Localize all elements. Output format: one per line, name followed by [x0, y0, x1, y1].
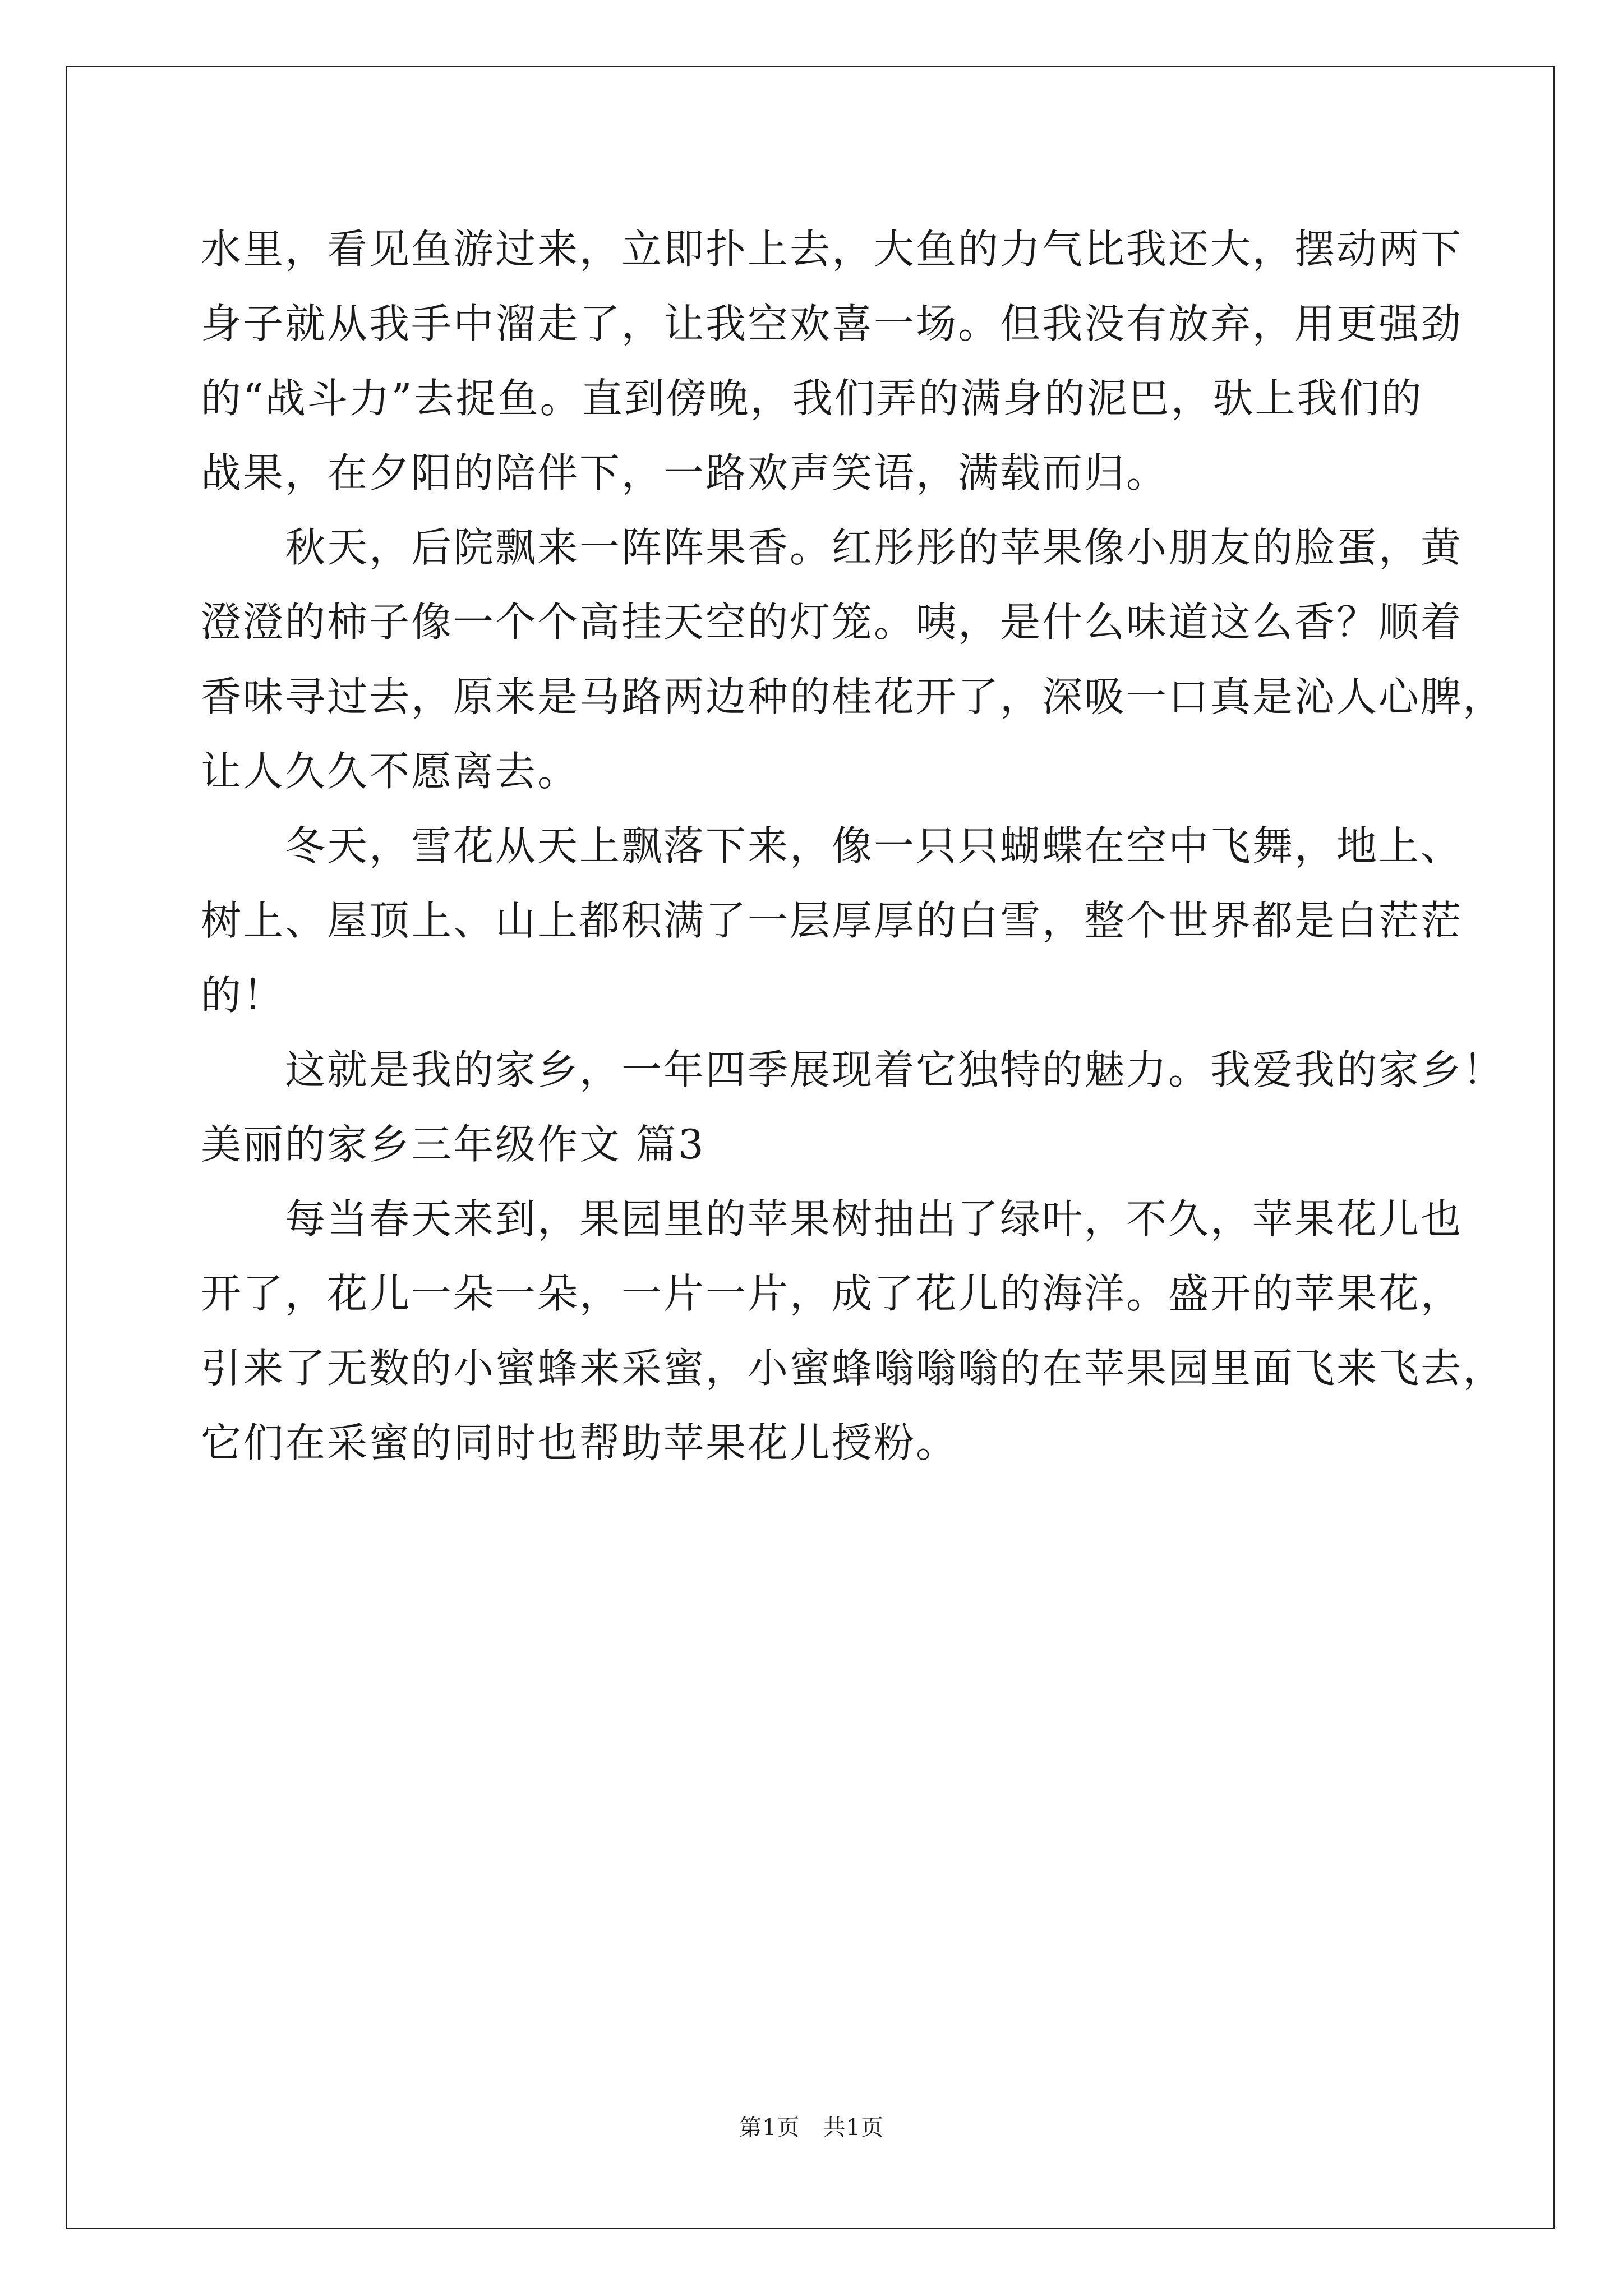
text-line: 身子就从我手中溜走了，让我空欢喜一场。但我没有放弃，用更强劲 — [201, 300, 1463, 347]
text-line: 让人久久不愿离去。 — [201, 748, 580, 795]
paragraph — [201, 1033, 1505, 1107]
section-heading: 美丽的家乡三年级作文 篇3 — [201, 1121, 706, 1168]
text-line: 树上、屋顶上、山上都积满了一层厚厚的白雪，整个世界都是白茫茫 — [201, 897, 1463, 944]
paragraph — [201, 1182, 1505, 1480]
text-line: 它们在采蜜的同时也帮助苹果花儿授粉。 — [201, 1419, 958, 1466]
text-line: 的！ — [201, 972, 285, 1019]
text-line: 战果，在夕阳的陪伴下，一路欢声笑语，满载而归。 — [201, 449, 1169, 496]
paragraph — [201, 212, 1463, 510]
text-line: 水里，看见鱼游过来，立即扑上去，大鱼的力气比我还大，摆动两下 — [201, 226, 1463, 273]
document-body — [201, 212, 1505, 1480]
paragraph — [201, 809, 1463, 1033]
text-line: 这就是我的家乡，一年四季展现着它独特的魅力。我爱我的家乡！ — [285, 1046, 1505, 1093]
text-line: 引来了无数的小蜜蜂来采蜜，小蜜蜂嗡嗡嗡的在苹果园里面飞来飞去， — [201, 1345, 1505, 1392]
text-line: 澄澄的柿子像一个个高挂天空的灯笼。咦，是什么味道这么香？顺着 — [201, 599, 1463, 646]
text-line: 开了，花儿一朵一朵，一片一片，成了花儿的海洋。盛开的苹果花， — [201, 1270, 1463, 1317]
page-number: 第1页 共1页 — [739, 2115, 884, 2141]
paragraph — [201, 510, 1505, 809]
text-line: 的“战斗力”去捉鱼。直到傍晚，我们弄的满身的泥巴，驮上我们的 — [201, 375, 1423, 422]
text-line: 冬天，雪花从天上飘落下来，像一只只蝴蝶在空中飞舞，地上、 — [285, 822, 1463, 869]
text-line: 香味寻过去，原来是马路两边种的桂花开了，深吸一口真是沁人心脾， — [201, 673, 1505, 720]
text-line: 每当春天来到，果园里的苹果树抽出了绿叶，不久，苹果花儿也 — [285, 1195, 1463, 1243]
text-line: 秋天，后院飘来一阵阵果香。红彤彤的苹果像小朋友的脸蛋，黄 — [285, 524, 1463, 571]
